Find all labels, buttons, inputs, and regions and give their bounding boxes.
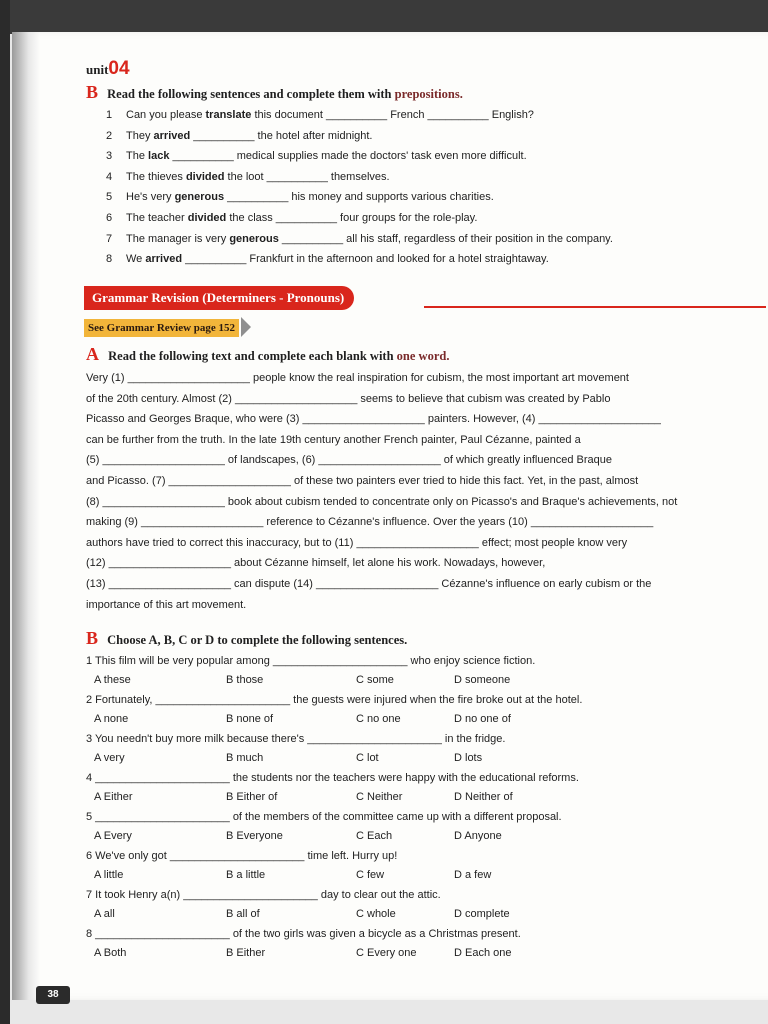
sentence-item — [106, 150, 527, 162]
question-stem: 2 Fortunately, ______________________ the guests were injured when the fire broke out at the hotel. — [86, 694, 583, 706]
section-instruction: Choose A, B, C or D to complete the following sentences. — [107, 633, 408, 647]
answer-option[interactable]: B Everyone — [226, 830, 283, 842]
text-line: and Picasso. (7) ____________________ of these two painters ever tried to hide this fact. Yet, in the past, almost — [86, 475, 639, 487]
keyword: generous — [229, 232, 279, 245]
answer-option[interactable]: B Either — [226, 947, 266, 959]
keyword: divided — [185, 170, 225, 183]
sentence-item — [106, 171, 390, 183]
item-number: 6 — [106, 212, 113, 224]
banner-rule — [424, 306, 766, 308]
text-line: Very (1) ____________________ people know the real inspiration for cubism, the most important art movement — [86, 372, 629, 384]
answer-option[interactable]: A these — [94, 674, 131, 686]
answer-option[interactable]: A Either — [94, 791, 133, 803]
text-line: authors have tried to correct this inaccuracy, but to (11) ____________________ effect; most people know very — [86, 536, 628, 549]
answer-option[interactable]: A Every — [94, 830, 132, 842]
sentence-text: The thieves — [126, 170, 183, 183]
sentence-text: Can you please — [126, 109, 203, 121]
grammar-reference-label: See Grammar Review page 152 — [84, 319, 239, 337]
item-number: 3 — [106, 150, 113, 163]
section-instruction-highlight: one word. — [396, 349, 450, 363]
answer-option[interactable]: B those — [226, 674, 264, 686]
question-stem: 7 It took Henry a(n) ______________________ day to clear out the attic. — [86, 889, 441, 901]
sentence-text: __________ his money and supports various charities. — [227, 191, 494, 204]
item-number: 4 — [106, 170, 113, 183]
question-stem: 3 You needn't buy more milk because there's ______________________ in the fridge. — [86, 733, 506, 745]
item-number: 2 — [106, 129, 113, 142]
text-line: of the 20th century. Almost (2) ____________________ seems to believe that cubism was created by Pablo — [86, 392, 611, 405]
answer-option[interactable]: C whole — [356, 908, 396, 920]
text-line: (5) ____________________ of landscapes, (6) ____________________ of which greatly influenced Braque — [86, 454, 612, 467]
page-number: 38 — [36, 986, 70, 1004]
arrow-right-icon — [241, 317, 251, 337]
sentence-item — [106, 253, 549, 265]
unit-label: unit — [86, 62, 109, 77]
answer-option[interactable]: A all — [94, 908, 115, 920]
banner-title: Grammar Revision (Determiners - Pronouns) — [84, 286, 354, 310]
page-binding-shadow — [12, 32, 40, 1000]
sentence-text: They — [126, 129, 151, 142]
section-letter: A — [86, 344, 99, 364]
sentence-text: __________ Frankfurt in the afternoon and looked for a hotel straightaway. — [185, 253, 549, 266]
answer-option[interactable]: C Neither — [356, 791, 403, 803]
answer-option[interactable]: B Either of — [226, 791, 278, 803]
answer-option[interactable]: C few — [356, 869, 385, 881]
answer-option[interactable]: C Every one — [356, 947, 417, 959]
keyword: generous — [174, 191, 225, 204]
sentence-text: The manager is very — [126, 232, 227, 245]
section-b2-heading — [86, 628, 407, 649]
section-b1-heading — [86, 82, 463, 103]
answer-option[interactable]: B a little — [226, 869, 266, 881]
keyword: lack — [148, 150, 170, 163]
section-letter: B — [86, 82, 99, 102]
answer-option[interactable]: D Anyone — [454, 830, 502, 842]
section-instruction: Read the following text and complete each blank with — [108, 349, 394, 363]
sentence-text: The — [126, 150, 145, 163]
text-line: Picasso and Georges Braque, who were (3) ____________________ painters. However, (4) ____________________ — [86, 413, 661, 426]
question-stem: 6 We've only got ______________________ time left. Hurry up! — [86, 850, 398, 862]
question-stem: 5 ______________________ of the members of the committee came up with a different proposal. — [86, 811, 562, 823]
answer-option[interactable]: C some — [356, 674, 394, 686]
question-stem: 4 ______________________ the students nor the teachers were happy with the educational reforms. — [86, 772, 579, 784]
answer-option[interactable]: C no one — [356, 713, 401, 725]
answer-option[interactable]: A none — [94, 713, 129, 725]
unit-header — [86, 58, 130, 80]
answer-option[interactable]: A Both — [94, 947, 127, 959]
answer-option[interactable]: C lot — [356, 752, 379, 764]
answer-option[interactable]: B much — [226, 752, 264, 764]
answer-option[interactable]: A little — [94, 869, 124, 881]
question-stem: 8 ______________________ of the two girls was given a bicycle as a Christmas present. — [86, 928, 521, 940]
item-number: 7 — [106, 232, 113, 245]
answer-option[interactable]: B all of — [226, 908, 260, 920]
unit-number: 04 — [108, 58, 130, 79]
answer-option[interactable]: A very — [94, 752, 125, 764]
keyword: translate — [205, 109, 252, 121]
section-instruction-highlight: prepositions. — [394, 87, 463, 101]
answer-option[interactable]: D no one of — [454, 713, 511, 725]
sentence-item — [106, 109, 534, 121]
sentence-text: __________ the hotel after midnight. — [193, 129, 373, 142]
scan-top-border — [0, 0, 768, 34]
answer-option[interactable]: D Neither of — [454, 791, 513, 803]
sentence-item — [106, 233, 613, 245]
scan-left-border — [0, 0, 10, 1024]
sentence-text: The teacher — [126, 212, 185, 224]
item-number: 1 — [106, 109, 113, 121]
section-letter: B — [86, 628, 99, 648]
keyword: arrived — [153, 129, 191, 142]
grammar-revision-banner — [84, 286, 766, 310]
text-line: (8) ____________________ book about cubism tended to concentrate only on Picasso's and Braque's achievements, not — [86, 495, 678, 508]
sentence-text: __________ medical supplies made the doctors' task even more difficult. — [172, 150, 527, 163]
section-a-heading — [86, 344, 449, 365]
answer-option[interactable]: C Each — [356, 830, 393, 842]
question-stem: 1 This film will be very popular among ______________________ who enjoy science fiction. — [86, 655, 536, 667]
grammar-reference — [84, 317, 251, 337]
sentence-text: the class __________ four groups for the role-play. — [229, 212, 478, 224]
text-line: (12) ____________________ about Cézanne himself, let alone his work. Nowadays, however, — [86, 557, 546, 570]
sentence-item — [106, 191, 494, 203]
sentence-text: __________ all his staff, regardless of their position in the company. — [281, 232, 613, 245]
item-number: 8 — [106, 253, 113, 266]
sentence-text: He's very — [126, 191, 172, 204]
text-line: can be further from the truth. In the late 19th century another French painter, Paul Cézanne, painted a — [86, 433, 581, 446]
text-line: making (9) ____________________ reference to Cézanne's influence. Over the years (10) ____________________ — [86, 516, 654, 529]
keyword: divided — [187, 212, 227, 224]
answer-option[interactable]: D Each one — [454, 947, 512, 959]
sentence-text: this document __________ French __________ English? — [254, 109, 534, 121]
answer-option[interactable]: D lots — [454, 752, 483, 764]
sentence-item — [106, 212, 477, 224]
sentence-text: the loot __________ themselves. — [227, 170, 390, 183]
workbook-page — [12, 32, 768, 1000]
sentence-item — [106, 130, 373, 142]
section-instruction: Read the following sentences and complete them with — [107, 87, 392, 101]
text-line: importance of this art movement. — [86, 598, 247, 611]
answer-option[interactable]: D complete — [454, 908, 510, 920]
text-line: (13) ____________________ can dispute (14) ____________________ Cézanne's influence on early cubism or the — [86, 578, 652, 590]
item-number: 5 — [106, 191, 113, 204]
answer-option[interactable]: D a few — [454, 869, 492, 881]
keyword: arrived — [145, 253, 183, 266]
answer-option[interactable]: D someone — [454, 674, 511, 686]
sentence-text: We — [126, 253, 143, 266]
answer-option[interactable]: B none of — [226, 713, 274, 725]
